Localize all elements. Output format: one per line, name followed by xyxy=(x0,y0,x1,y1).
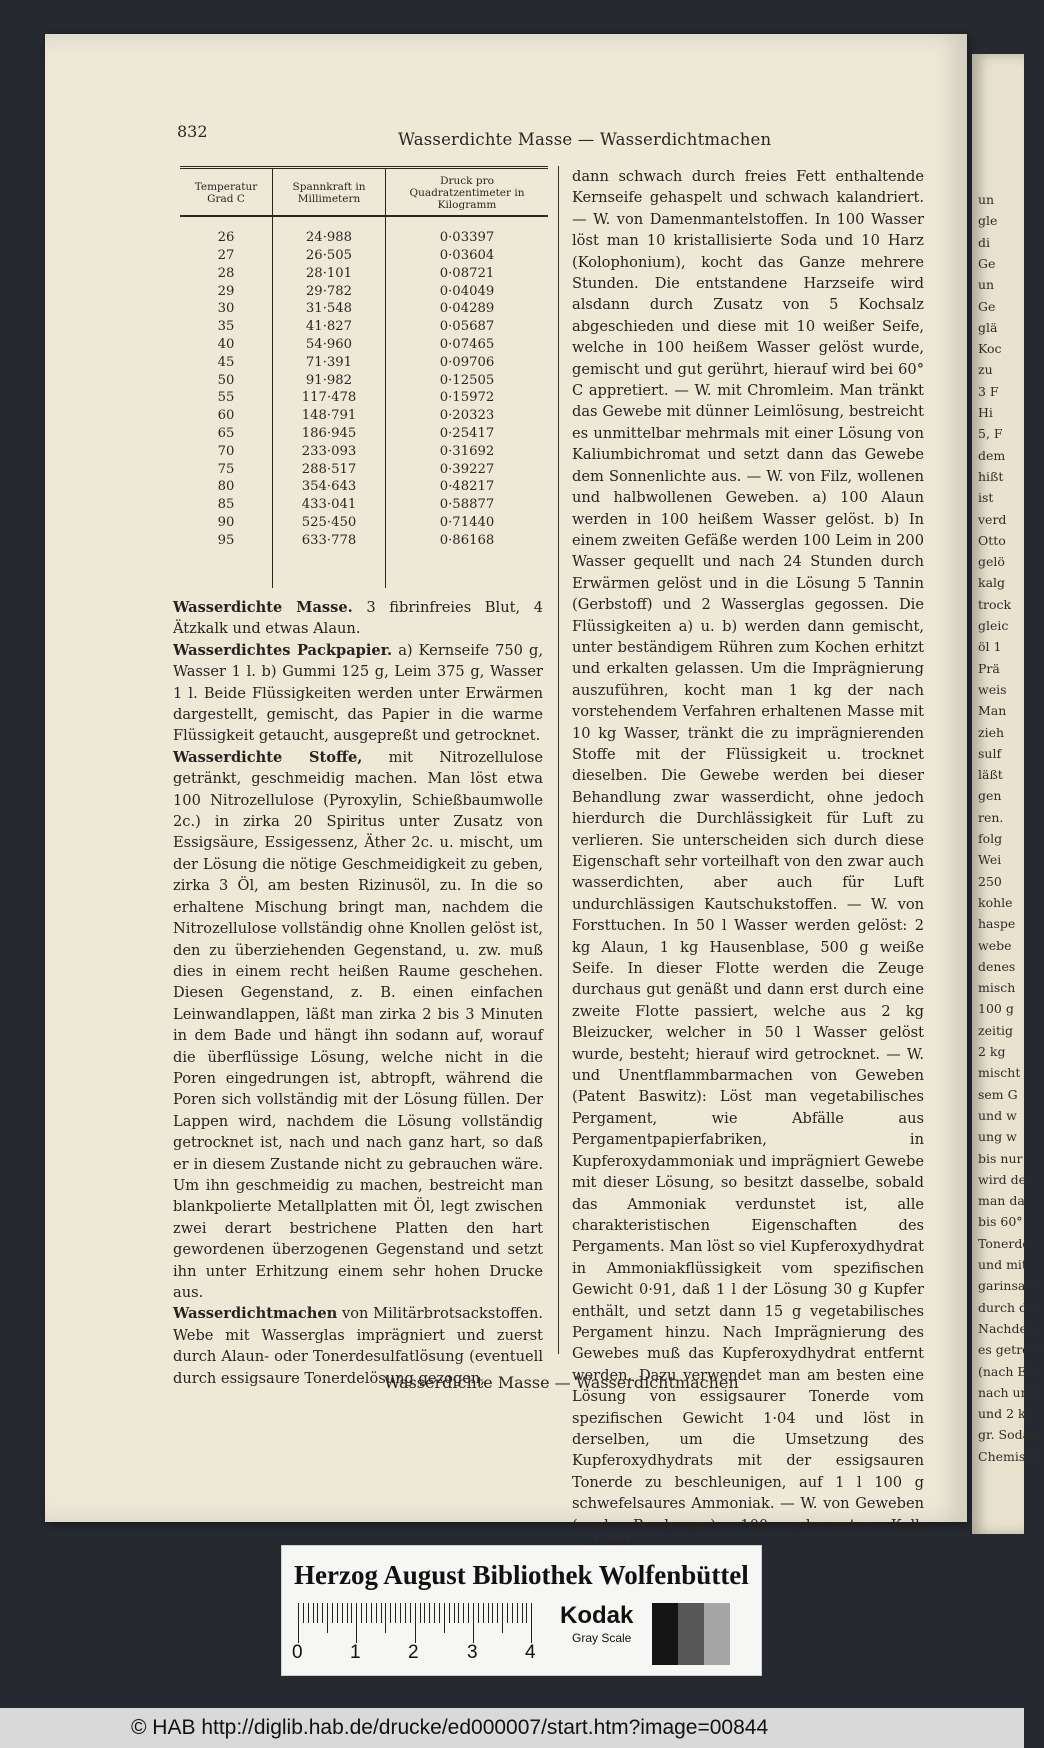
ruler-tick xyxy=(526,1603,527,1623)
credit-line: © HAB http://diglib.hab.de/drucke/ed000007/start.htm?image=00844 xyxy=(131,1716,769,1739)
next-page-fragment: Ge xyxy=(978,298,996,314)
next-page-fragment: und w xyxy=(978,1107,1017,1123)
ruler-tick xyxy=(356,1603,357,1643)
next-page-fragment: Tonerde, xyxy=(978,1235,1034,1251)
next-page-fragment: trock xyxy=(978,596,1012,612)
pressure-cell: 0·15972 xyxy=(386,389,549,407)
ruler-tick xyxy=(405,1603,406,1623)
vapor-pressure-cell: 148·791 xyxy=(273,407,386,425)
next-page-fragment: zieh xyxy=(978,724,1005,740)
header-temperature: Temperatur Grad C xyxy=(180,168,273,217)
next-page-fragment: durch da xyxy=(978,1299,1035,1315)
next-page-fragment: Wei xyxy=(978,852,1002,868)
ruler-tick xyxy=(478,1603,479,1623)
next-page-fragment: bis 60° xyxy=(978,1214,1023,1230)
next-page-fragment: gen xyxy=(978,788,1002,804)
ruler-number: 1 xyxy=(350,1642,361,1663)
temperature-cell: 65 xyxy=(217,425,235,441)
ruler-tick xyxy=(400,1603,401,1623)
next-page-fragment: kalg xyxy=(978,575,1006,591)
ruler-number: 4 xyxy=(525,1642,536,1663)
table-row xyxy=(180,425,548,443)
pressure-cell: 0·03604 xyxy=(386,247,549,265)
pressure-cell: 0·58877 xyxy=(386,496,549,514)
library-name: Herzog August Bibliothek Wolfenbüttel xyxy=(294,1560,749,1590)
temperature-cell: 85 xyxy=(217,497,235,513)
table-row xyxy=(180,443,548,461)
next-page-fragment: ung w xyxy=(978,1129,1017,1145)
column-divider xyxy=(558,166,559,1354)
pressure-cell: 0·86168 xyxy=(386,532,549,550)
ruler-tick xyxy=(303,1603,304,1623)
ruler-tick xyxy=(497,1603,498,1623)
ruler-tick xyxy=(327,1603,328,1633)
ruler-tick xyxy=(317,1603,318,1623)
ruler-tick xyxy=(395,1603,396,1623)
ruler-tick xyxy=(488,1603,489,1623)
next-page-fragment: 3 F xyxy=(978,383,999,399)
next-page-fragment: 2 kg xyxy=(978,1044,1006,1059)
vapor-pressure-cell: 233·093 xyxy=(273,443,386,461)
pressure-cell: 0·12505 xyxy=(386,372,549,390)
temperature-cell: 30 xyxy=(217,301,235,317)
vapor-pressure-cell: 354·643 xyxy=(273,478,386,496)
temperature-cell: 27 xyxy=(217,247,235,263)
ruler-tick xyxy=(322,1603,323,1623)
pressure-cell: 0·09706 xyxy=(386,354,549,372)
ruler-tick xyxy=(502,1603,503,1633)
pressure-cell: 0·25417 xyxy=(386,425,549,443)
next-page-fragment: Chemisch xyxy=(978,1448,1041,1464)
ruler-tick xyxy=(376,1603,377,1623)
next-page-fragment: sem G xyxy=(978,1086,1018,1102)
table-row xyxy=(180,354,548,372)
ruler-tick xyxy=(507,1603,508,1623)
next-page-fragment: webe xyxy=(978,937,1012,953)
gray-scale-label: Gray Scale xyxy=(572,1631,632,1645)
vapor-pressure-cell: 186·945 xyxy=(273,425,386,443)
vapor-pressure-cell: 525·450 xyxy=(273,514,386,532)
pressure-cell: 0·08721 xyxy=(386,265,549,283)
header-pressure-per-cm2: Druck pro Quadratzentimeter in Kilogramm xyxy=(386,168,549,217)
vapor-pressure-cell: 433·041 xyxy=(273,496,386,514)
next-page-fragment: 100 g xyxy=(978,1001,1014,1017)
next-page-fragment: wird de xyxy=(978,1171,1027,1187)
pressure-cell: 0·05687 xyxy=(386,318,549,336)
next-page-fragment: hißt xyxy=(978,468,1004,484)
next-page-fragment: Prä xyxy=(978,660,1000,676)
next-page-fragment: Otto xyxy=(978,532,1006,548)
ruler-tick xyxy=(522,1603,523,1623)
temperature-cell: 35 xyxy=(217,319,235,335)
next-page-fragment: Man xyxy=(978,703,1007,719)
ruler-tick xyxy=(415,1603,416,1643)
table-row xyxy=(180,407,548,425)
footer-head: Wasserdichte Masse — Wasserdichtmachen xyxy=(384,1373,739,1392)
ruler-tick xyxy=(463,1603,464,1623)
page-number: 832 xyxy=(177,122,208,141)
entry-text: von Militärbrotsackstoffen. Webe mit Wasserglas imprägniert und zuerst durch Alaun- oder Tonerdesulfatlösung (eventuell durch essigsaure Tonerdelösung gezogen, xyxy=(173,1305,543,1387)
entry-wasserdichte-stoffe xyxy=(173,747,543,1304)
ruler-tick xyxy=(347,1603,348,1623)
ruler-tick xyxy=(468,1603,469,1623)
vapor-pressure-cell: 91·982 xyxy=(273,372,386,390)
ruler-number: 3 xyxy=(467,1642,478,1663)
ruler-tick xyxy=(531,1603,532,1643)
entry-text: 3 fibrinfreies Blut, 4 Ätzkalk und etwas Alaun. xyxy=(173,599,543,638)
left-column xyxy=(173,597,543,1389)
gray-swatch-dark xyxy=(652,1603,678,1665)
table-row xyxy=(180,532,548,550)
ruler-tick xyxy=(371,1603,372,1623)
next-page-fragment: 250 xyxy=(978,873,1002,889)
ruler-tick xyxy=(492,1603,493,1623)
temperature-cell: 60 xyxy=(217,408,235,424)
next-page-fragment: gelö xyxy=(978,554,1005,570)
table-row xyxy=(180,461,548,479)
pressure-cell: 0·71440 xyxy=(386,514,549,532)
next-page-fragment: und mit xyxy=(978,1257,1027,1272)
ruler-tick xyxy=(517,1603,518,1623)
vapor-pressure-cell: 28·101 xyxy=(273,265,386,283)
next-page-fragment: sulf xyxy=(978,745,1002,761)
ruler-tick xyxy=(361,1603,362,1623)
right-column-text: dann schwach durch freies Fett enthaltende Kernseife gehaspelt und schwach kalandriert. — W. von Damenmantelstoffen. In 100 Wasser löst man 10 kristallisierte Soda und 10 Harz (Kolophonium), kocht das Ganze mehrere Stunden. Die entstandene Harzseife wird alsdann durch Zusatz von 5 Kochsalz abgeschieden und diese mit 10 weißer Seife, welche in 100 heißem Wasser gelöst wurde, gemischt und gut gerührt, hierauf wird bei 60° C appretiert. — W. mit Chromleim. Man tränkt das Gewebe mit dünner Leimlösung, bestreicht es unmittelbar mehrmals mit einer Lösung von Kaliumbichromat und setzt dann das Gewebe dem Sonnenlichte aus. — W. von Filz, wollenen und halbwollenen Geweben. a) 100 Alaun werden in 100 heißem Wasser gelöst. b) In einem zweiten Gefäße werden 100 Leim in 200 Wasser gequellt und nach 24 Stunden durch Erwärmen gelöst und in die Lösung 5 Tannin (Gerbstoff) und 2 Wasserglas gegossen. Die Flüssigkeiten a) u. b) werden dann gemischt, unter beständigem Rühren zum Kochen erhitzt und erkalten gelassen. Um die Imprägnierung auszuführen, kocht man 1 kg der nach vorstehendem Verfahren erhaltenen Masse mit 10 kg Wasser, tränkt die zu imprägnierenden Stoffe mit der Flüssigkeit u. trocknet dieselben. Die Gewebe werden bei dieser Behandlung zwar wasserdicht, ohne jedoch hierdurch die Durchlässigkeit für Luft zu verlieren. Sie unterscheiden sich durch diese Eigenschaft sehr vorteilhaft von den zwar auch wasserdichten, aber auch für Luft undurchlässigen Kautschukstoffen. — W. von Forsttuchen. In 50 l Wasser werden gelöst: 2 kg Alaun, 1 kg Hausenblase, 500 g weiße Seife. In dieser Flotte werden die Zeuge durchaus gut genäßt und dann erst durch eine zweite Flotte passiert, welche aus 2 kg Bleizucker, welcher in 50 l Wasser gelöst wurde, besteht; hierauf wird getrocknet. — W. und Unentflammbarmachen von Geweben (Patent Baswitz): Löst man vegetabilisches Pergament, wie Abfälle aus Pergamentpapierfabriken, in Kupferoxydammoniak und imprägniert Gewebe mit dieser Lösung, so besitzt dasselbe, sobald das Ammoniak verdunstet ist, alle charakteristischen Eigenschaften des Pergaments. Man löst so viel Kupferoxydhydrat in Ammoniakflüssigkeit vom spezifischen Gewicht 0·91, daß 1 l der Lösung 30 g Kupfer enthält, und setzt dann 15 g vegetabilisches Pergament hinzu. Nach Imprägnierung des Gewebes muß das Kupferoxydhydrat entfernt werden. Dazu verwendet man am besten eine Lösung von essigsaurer Tonerde vom spezifischen Gewicht 1·04 und löst in derselben, um die Umsetzung des Kupferoxydhydrats mit der essigsauren Tonerde zu beschleunigen, auf 1 l 100 g schwefelsaures Ammoniak. — W. von Geweben (nach Brodmann). 100 gebrannter Kalk xyxy=(572,168,924,1534)
vapor-pressure-cell: 41·827 xyxy=(273,318,386,336)
next-page-fragment: 5, F xyxy=(978,426,1003,442)
ruler-tick xyxy=(434,1603,435,1623)
next-page-fragment: zeitig xyxy=(978,1022,1014,1038)
pressure-cell: 0·20323 xyxy=(386,407,549,425)
next-page-fragment: un xyxy=(978,192,995,207)
ruler-tick xyxy=(366,1603,367,1623)
temperature-cell: 29 xyxy=(217,283,235,299)
next-page-fragment: Hi xyxy=(978,405,993,420)
ruler-tick xyxy=(385,1603,386,1633)
next-page-fragment: Koc xyxy=(978,341,1002,357)
gray-swatch-light xyxy=(704,1603,730,1665)
pressure-cell: 0·48217 xyxy=(386,478,549,496)
table-row xyxy=(180,496,548,514)
ruler-tick xyxy=(483,1603,484,1623)
table-row xyxy=(180,478,548,496)
next-page-fragment: öl 1 xyxy=(978,639,1002,655)
table-row xyxy=(180,247,548,265)
entry-text: mit Nitrozellulose getränkt, geschmeidig machen. Man löst etwa 100 Nitrozellulose (Pyroxylin, Schießbaumwolle 2c.) in zirka 20 Spiritus unter Zusatz von Essigsäure, Essigessenz, Äther 2c. u. mischt, um der Lösung die nötige Geschmeidigkeit zu geben, zirka 3 Öl, am besten Rizinusöl, zu. In die so erhaltene Mischung bringt man, nachdem die Nitrozellulose vollständig ohne Knollen gelöst ist, den zu überziehenden Gegenstand, u. zw. muß dies in einem recht heißen Raume geschehen. Diesen Gegenstand, z. B. einen einfachen Leinwandlappen, läßt man zirka 2 bis 3 Minuten in dem Bade und hängt ihn sodann auf, worauf die überflüssige Lösung, welche nicht in die Poren eingedrungen ist, abtropft, während die Poren sich vollständig mit der Lösung füllen. Der Lappen wird, nachdem die Lösung vollständig getrocknet ist, nach und nach ganz hart, so daß er in diesem Zustande nicht zu gebrauchen wäre. Um ihn geschmeidig zu machen, bestreicht man blankpolierte Metallplatten mit Öl, legt zwischen zwei derart bestrichene Platten den hart gewordenen überzogenen Gegenstand und setzt ihn unter Erhitzung einem sehr hohen Drucke aus. xyxy=(173,748,543,1301)
next-page-fragment: di xyxy=(978,234,990,250)
temperature-cell: 40 xyxy=(217,336,235,352)
ruler-tick xyxy=(390,1603,391,1623)
vapor-pressure-cell: 26·505 xyxy=(273,247,386,265)
ruler-tick xyxy=(342,1603,343,1623)
table-row xyxy=(180,318,548,336)
vapor-pressure-cell: 31·548 xyxy=(273,300,386,318)
next-page-fragment: und 2 kg xyxy=(978,1406,1034,1422)
temperature-cell: 90 xyxy=(217,514,235,530)
ruler-tick xyxy=(449,1603,450,1623)
next-page-fragment: gleic xyxy=(978,618,1009,633)
ruler-tick xyxy=(439,1603,440,1623)
next-page-fragment: kohle xyxy=(978,894,1013,910)
next-page-fragment: gr. Sodan xyxy=(978,1427,1039,1443)
pressure-cell: 0·07465 xyxy=(386,336,549,354)
kodak-logo-text: Kodak xyxy=(560,1602,634,1629)
vapor-pressure-cell: 29·782 xyxy=(273,283,386,301)
ruler-tick xyxy=(420,1603,421,1623)
entry-wasserdichtes-packpapier xyxy=(173,640,543,747)
temperature-cell: 55 xyxy=(217,390,235,406)
table-row xyxy=(180,372,548,390)
vapor-pressure-cell: 117·478 xyxy=(273,389,386,407)
ruler-tick xyxy=(410,1603,411,1623)
next-page-fragment: (nach Eh xyxy=(978,1363,1035,1379)
next-page-fragment: Nachdem xyxy=(978,1320,1039,1336)
vapor-pressure-cell: 71·391 xyxy=(273,354,386,372)
vapor-pressure-cell: 633·778 xyxy=(273,532,386,550)
next-page-fragment: läßt xyxy=(978,767,1003,783)
ruler-tick xyxy=(351,1603,352,1623)
entry-head: Wasserdichtmachen xyxy=(173,1305,338,1323)
ruler-tick xyxy=(337,1603,338,1623)
ruler-tick xyxy=(444,1603,445,1633)
next-page-fragment: mischt xyxy=(978,1065,1021,1081)
table-row xyxy=(180,514,548,532)
library-scale-card xyxy=(281,1545,762,1676)
table-row xyxy=(180,283,548,301)
next-page-fragment: denes xyxy=(978,958,1016,974)
ruler-scale xyxy=(298,1603,536,1645)
next-page-fragment: dem xyxy=(978,447,1006,463)
gray-swatch-mid xyxy=(678,1603,704,1665)
pressure-cell: 0·31692 xyxy=(386,443,549,461)
table-row xyxy=(180,300,548,318)
next-page-fragment: haspe xyxy=(978,916,1016,932)
temperature-cell: 45 xyxy=(217,354,235,370)
table-body xyxy=(180,216,548,587)
pressure-cell: 0·03397 xyxy=(386,229,549,247)
next-page-fragment: es getrock xyxy=(978,1342,1044,1358)
entry-wasserdichte-masse xyxy=(173,597,543,640)
vapor-pressure-cell: 288·517 xyxy=(273,461,386,479)
ruler-tick xyxy=(298,1603,299,1643)
next-page-fragment: verd xyxy=(978,511,1007,527)
next-page-fragment: glä xyxy=(978,319,998,335)
table-row xyxy=(180,229,548,247)
pressure-cell: 0·04289 xyxy=(386,300,549,318)
entry-text: a) Kernseife 750 g, Wasser 1 l. b) Gummi 125 g, Leim 375 g, Wasser 1 l. Beide Flüssigkeiten werden unter Erwärmen dargestellt, gemischt, das Papier in die warme Flüssigkeit getaucht, ausgepreßt und getrocknet. xyxy=(173,641,543,745)
vapor-pressure-table xyxy=(180,166,548,588)
vapor-pressure-cell: 24·988 xyxy=(273,229,386,247)
next-page-fragment: un xyxy=(978,277,995,293)
next-page-fragment: Ge xyxy=(978,255,996,271)
table-row xyxy=(180,265,548,283)
next-page-fragment: ist xyxy=(978,490,994,506)
temperature-cell: 26 xyxy=(217,230,235,246)
temperature-cell: 70 xyxy=(217,443,235,459)
ruler-tick xyxy=(332,1603,333,1623)
vapor-pressure-cell: 54·960 xyxy=(273,336,386,354)
pressure-cell: 0·04049 xyxy=(386,283,549,301)
entry-head: Wasserdichtes Packpapier. xyxy=(173,641,393,659)
running-head: Wasserdichte Masse — Wasserdichtmachen xyxy=(398,130,772,149)
ruler-number: 2 xyxy=(408,1642,419,1663)
ruler-tick xyxy=(512,1603,513,1623)
next-page-fragment: folg xyxy=(978,831,1003,846)
next-page-fragment: zu xyxy=(978,362,993,378)
next-page-fragment: misch xyxy=(978,980,1016,996)
next-page-fragment: man da xyxy=(978,1193,1025,1209)
ruler-tick xyxy=(308,1603,309,1623)
temperature-cell: 28 xyxy=(217,265,235,281)
ruler-tick xyxy=(473,1603,474,1643)
temperature-cell: 95 xyxy=(217,532,235,548)
next-page-fragment: bis nur xyxy=(978,1150,1023,1166)
next-page-fragment: weis xyxy=(978,681,1007,697)
temperature-cell: 50 xyxy=(217,372,235,388)
right-column xyxy=(572,166,924,1557)
ruler-tick xyxy=(381,1603,382,1623)
ruler-tick xyxy=(313,1603,314,1623)
temperature-cell: 80 xyxy=(217,479,235,495)
header-vapor-pressure: Spannkraft in Millimetern xyxy=(273,168,386,217)
temperature-cell: 75 xyxy=(217,461,235,477)
table-row xyxy=(180,389,548,407)
ruler-tick xyxy=(454,1603,455,1623)
next-page-fragment: garinsaur xyxy=(978,1278,1040,1294)
next-page-fragment: ren. xyxy=(978,809,1004,825)
entry-head: Wasserdichte Masse. xyxy=(173,599,353,616)
table-row xyxy=(180,336,548,354)
pressure-cell: 0·39227 xyxy=(386,461,549,479)
ruler-number: 0 xyxy=(292,1642,303,1663)
ruler-tick xyxy=(424,1603,425,1623)
ruler-tick xyxy=(429,1603,430,1623)
next-page-fragment: gle xyxy=(978,213,998,229)
next-page-edge xyxy=(972,54,1044,1534)
entry-head: Wasserdichte Stoffe, xyxy=(173,748,363,766)
ruler-tick xyxy=(458,1603,459,1623)
next-page-fragment: nach und xyxy=(978,1384,1037,1400)
